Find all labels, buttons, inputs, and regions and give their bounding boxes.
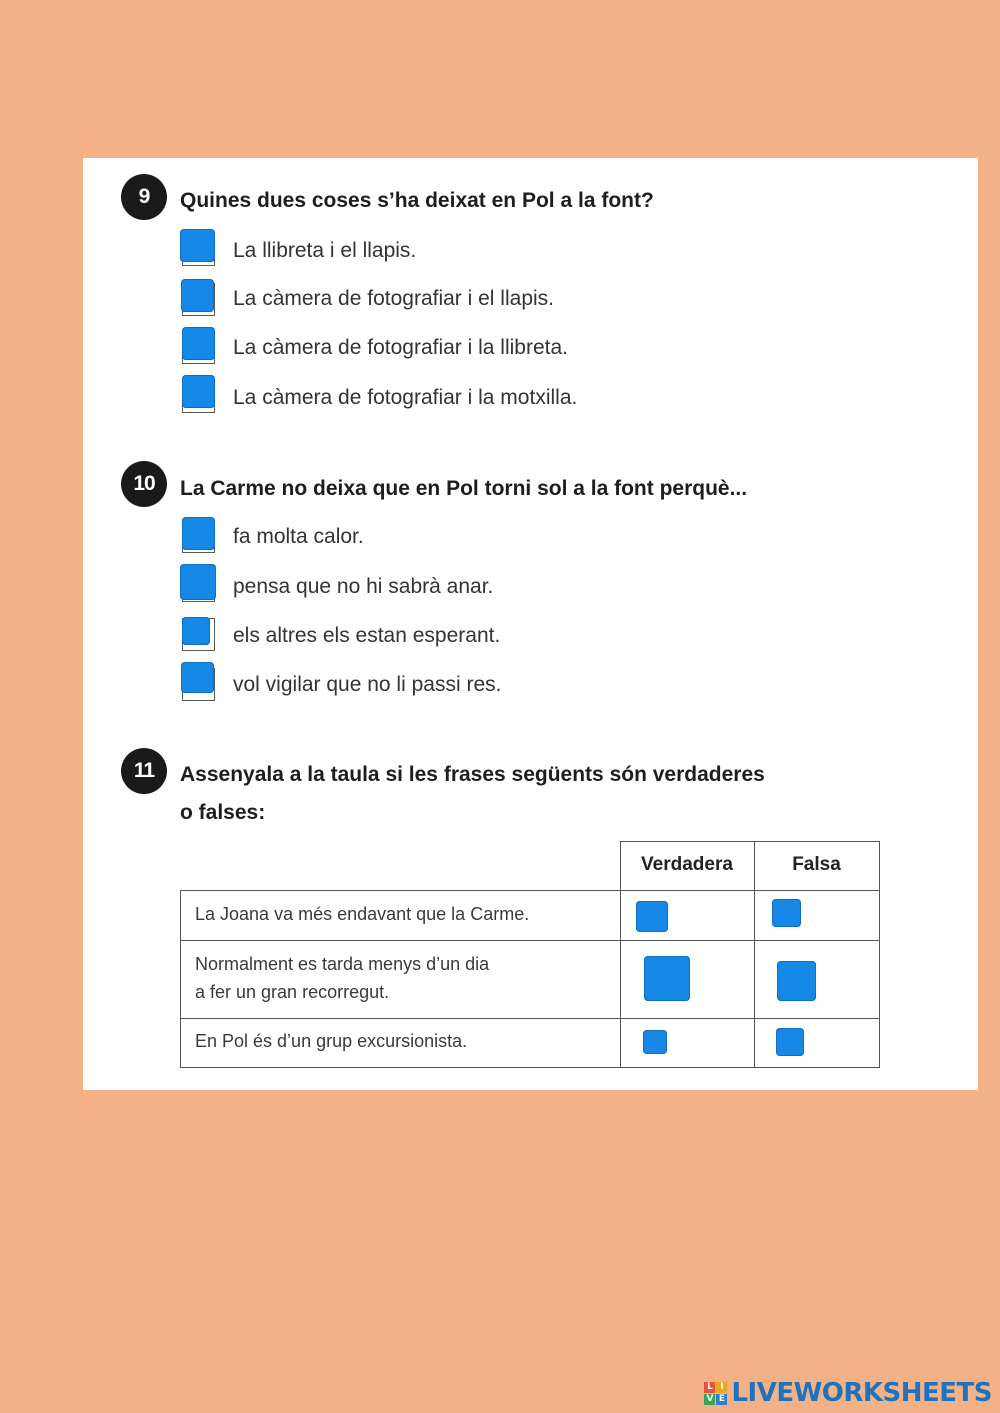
logo-letter: V	[704, 1394, 715, 1405]
q10-option-1: fa molta calor.	[233, 525, 364, 548]
q9-option-4: La càmera de fotografiar i la motxilla.	[233, 386, 578, 409]
answer-box-q9-2[interactable]	[181, 279, 214, 312]
answer-box-q10-3[interactable]	[182, 617, 210, 645]
question-11-number: 11	[121, 748, 167, 794]
table-border	[180, 1067, 880, 1068]
question-10-number: 10	[121, 461, 167, 507]
answer-box-q11-row1-false[interactable]	[772, 899, 801, 927]
liveworksheets-wordmark: LIVEWORKSHEETS	[731, 1378, 992, 1408]
question-9-title: Quines dues coses s’ha deixat en Pol a la font?	[180, 189, 654, 212]
logo-letter: E	[716, 1394, 727, 1405]
answer-box-q11-row2-false[interactable]	[777, 961, 816, 1001]
q9-option-2: La càmera de fotografiar i el llapis.	[233, 287, 554, 310]
table-border	[879, 841, 880, 1068]
q10-option-2: pensa que no hi sabrà anar.	[233, 575, 494, 598]
logo-letter: L	[704, 1382, 715, 1393]
question-9-number: 9	[121, 174, 167, 220]
table-border	[180, 940, 880, 941]
worksheet-page	[83, 158, 978, 1090]
table-border	[180, 890, 181, 1068]
table-row-statement-3: En Pol és d’un grup excursionista.	[195, 1031, 468, 1051]
answer-box-q9-4[interactable]	[182, 375, 215, 408]
question-10-title: La Carme no deixa que en Pol torni sol a la font perquè...	[180, 477, 748, 500]
table-header-true: Verdadera	[641, 854, 733, 875]
q10-option-4: vol vigilar que no li passi res.	[233, 673, 502, 696]
question-11-title-line2: o falses:	[180, 801, 266, 824]
answer-box-q9-1[interactable]	[180, 229, 215, 262]
table-header-false: Falsa	[792, 854, 841, 875]
q9-option-3: La càmera de fotografiar i la llibreta.	[233, 336, 569, 359]
answer-box-q10-1[interactable]	[182, 517, 215, 550]
answer-box-q9-3[interactable]	[182, 327, 215, 360]
answer-box-q11-row1-true[interactable]	[636, 901, 668, 932]
answer-box-q10-2[interactable]	[180, 564, 216, 600]
table-row-statement-2: Normalment es tarda menys d’un dia a fer un gran recorregut.	[195, 954, 490, 1002]
table-border	[180, 1018, 880, 1019]
question-11-title-line1: Assenyala a la taula si les frases següents són verdaderes	[180, 763, 765, 786]
answer-box-q10-4[interactable]	[181, 662, 214, 693]
liveworksheets-logo-icon	[704, 1382, 727, 1405]
q10-option-3: els altres els estan esperant.	[233, 624, 501, 647]
answer-box-q11-row3-true[interactable]	[643, 1030, 667, 1054]
table-row-statement-1: La Joana va més endavant que la Carme.	[195, 904, 530, 924]
table-border	[620, 841, 880, 842]
liveworksheets-logo	[704, 1377, 992, 1409]
answer-box-q11-row2-true[interactable]	[644, 956, 690, 1001]
logo-letter: I	[716, 1382, 727, 1393]
table-border	[180, 890, 880, 891]
q9-option-1: La llibreta i el llapis.	[233, 239, 417, 262]
answer-box-q11-row3-false[interactable]	[776, 1028, 804, 1056]
